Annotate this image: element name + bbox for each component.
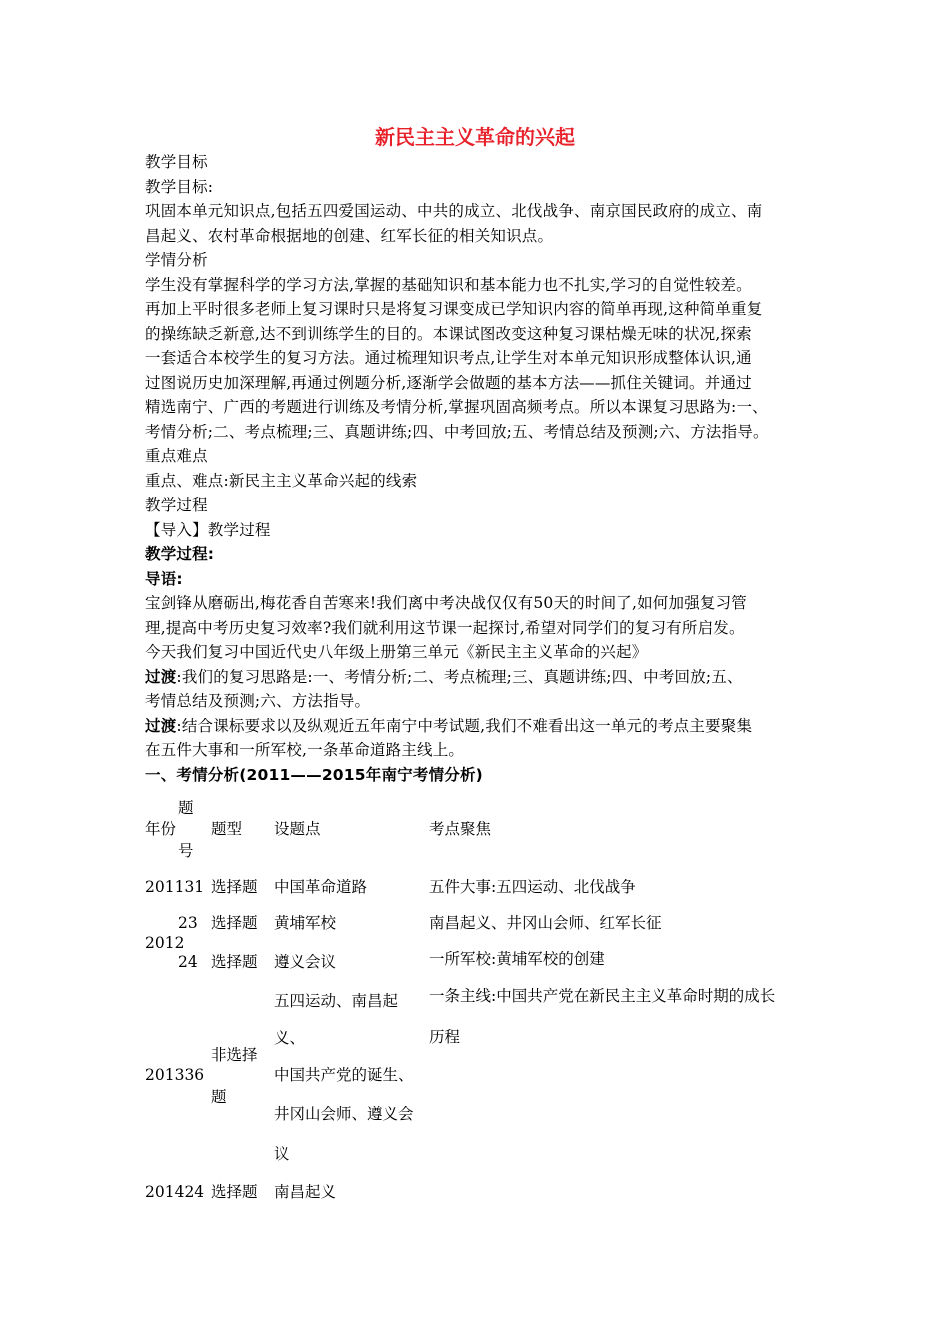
guide-line: 理,提高中考历史复习效率?我们就利用这节课一起探讨,希望对同学们的复习有所启发。: [145, 618, 745, 637]
exam-analysis-table: [145, 795, 825, 1215]
guide-line: 今天我们复习中国近代史八年级上册第三单元《新民主主义革命的兴起》: [145, 643, 648, 661]
guide-line: 宝剑锋从磨砺出,梅花香自苦寒来!我们离中考决战仅仅有50天的时间了,如何加强复习管: [145, 594, 748, 612]
header-focus: 考点聚焦: [429, 820, 492, 838]
process-bold-label: 教学过程:: [145, 545, 215, 563]
table-cell-type: 题: [211, 1088, 227, 1106]
table-cell-type: 选择题: [211, 914, 258, 932]
header-type: 题型: [211, 820, 243, 838]
table-cell-point: 中国共产党的诞生、: [274, 1066, 414, 1084]
analysis-line: 一套适合本校学生的复习方法。通过梳理知识考点,让学生对本单元知识形成整体认识,通: [145, 349, 752, 367]
key-heading: 重点难点: [145, 447, 208, 465]
header-number-bottom: 号: [178, 842, 194, 860]
table-cell-focus: 历程: [429, 1028, 461, 1046]
goal-heading: 教学目标: [145, 153, 208, 171]
analysis-line: 学生没有掌握科学的学习方法,掌握的基础知识和基本能力也不扎实,学习的自觉性较差。: [145, 275, 752, 294]
goal-text-line: 巩固本单元知识点,包括五四爱国运动、中共的成立、北伐战争、南京国民政府的成立、南: [145, 202, 763, 220]
table-cell-year: 201336: [145, 1066, 205, 1084]
table-cell-year: 201424: [145, 1183, 205, 1201]
table-cell-point: 黄埔军校: [274, 914, 337, 932]
table-cell-point: 五四运动、南昌起: [274, 992, 399, 1010]
header-year: 年份: [145, 820, 177, 838]
section-heading: 一、考情分析(2011——2015年南宁考情分析): [145, 765, 483, 784]
table-cell-number: 23: [178, 914, 198, 932]
table-cell-focus: 南昌起义、井冈山会师、红军长征: [429, 914, 662, 932]
table-cell-point: 井冈山会师、遵义会: [274, 1105, 414, 1123]
table-cell-point: 遵义会议: [274, 953, 337, 971]
transition-line: 在五件大事和一所军校,一条革命道路主线上。: [145, 741, 465, 759]
table-cell-point: 南昌起义: [274, 1183, 337, 1201]
table-cell-type: 选择题: [211, 953, 258, 971]
transition-text: :结合课标要求以及纵观近五年南宁中考试题,我们不难看出这一单元的考点主要聚集: [176, 716, 753, 735]
analysis-line: 精选南宁、广西的考题进行训练及考情分析,掌握巩固高频考点。所以本课复习思路为:一、: [145, 398, 768, 416]
table-cell-type: 非选择: [211, 1046, 258, 1064]
intro-label: 【导入】教学过程: [145, 520, 271, 539]
analysis-heading: 学情分析: [145, 251, 208, 269]
transition-line: 考情总结及预测;六、方法指导。: [145, 692, 371, 710]
transition-paragraph: [145, 665, 825, 690]
goal-text-line: 昌起义、农村革命根据地的创建、红军长征的相关知识点。: [145, 226, 554, 245]
document-title: 新民主主义革命的兴起: [375, 125, 575, 149]
transition-label: 过渡: [145, 716, 177, 735]
transition-paragraph: [145, 714, 825, 739]
table-cell-point: 中国革命道路: [274, 878, 368, 896]
analysis-line: 考情分析;二、考点梳理;三、真题讲练;四、中考回放;五、考情总结及预测;六、方法指导。: [145, 422, 769, 441]
transition-label: 过渡: [145, 667, 177, 686]
header-point: 设题点: [274, 820, 321, 838]
table-cell-type: 选择题: [211, 878, 258, 896]
table-cell-focus: 一所军校:黄埔军校的创建: [429, 950, 605, 968]
transition-text: :我们的复习思路是:一、考情分析;二、考点梳理;三、真题讲练;四、中考回放;五、: [176, 667, 743, 686]
analysis-line: 再加上平时很多老师上复习课时只是将复习课变成已学知识内容的简单再现,这种简单重复: [145, 300, 763, 318]
key-text: 重点、难点:新民主主义革命兴起的线索: [145, 471, 418, 490]
header-number-top: 题: [178, 799, 194, 817]
table-cell-number: 24: [178, 953, 198, 971]
process-heading: 教学过程: [145, 496, 208, 514]
goal-label: 教学目标:: [145, 177, 214, 196]
table-cell-focus: 五件大事:五四运动、北伐战争: [429, 878, 636, 896]
document-body: [145, 150, 825, 787]
table-cell-year: 2012: [145, 934, 185, 952]
table-cell-point: 议: [274, 1145, 290, 1163]
table-cell-year: 201131: [145, 878, 205, 896]
table-cell-type: 选择题: [211, 1183, 258, 1201]
analysis-line: 的操练缺乏新意,达不到训练学生的目的。本课试图改变这种复习课枯燥无味的状况,探索: [145, 324, 752, 343]
guide-bold-label: 导语:: [145, 569, 183, 588]
table-cell-point: 义、: [274, 1029, 306, 1047]
analysis-line: 过图说历史加深理解,再通过例题分析,逐渐学会做题的基本方法——抓住关键词。并通过: [145, 373, 752, 392]
table-cell-focus: 一条主线:中国共产党在新民主主义革命时期的成长: [429, 987, 776, 1005]
